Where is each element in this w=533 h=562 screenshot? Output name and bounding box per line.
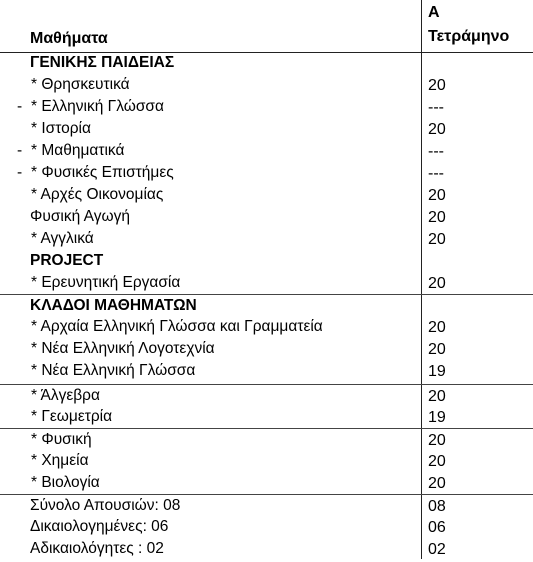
grade-value: ---: [428, 143, 444, 160]
grade-value: 20: [428, 453, 446, 470]
subject-label: * Ερευνητική Εργασία: [31, 274, 181, 291]
subject-label: * Νέα Ελληνική Γλώσσα: [31, 362, 196, 379]
grade-value: 20: [428, 77, 446, 94]
table-row: [0, 140, 533, 162]
table-row: [0, 494, 533, 517]
table-row: [0, 228, 533, 250]
subject-label: * Φυσική: [31, 431, 92, 448]
subject-label: * Χημεία: [31, 452, 89, 469]
grade-value: 20: [428, 121, 446, 138]
grade-value: 20: [428, 231, 446, 248]
grade-value: 20: [428, 209, 446, 226]
table-row: [0, 338, 533, 360]
grade-value: 02: [428, 541, 446, 558]
section-heading: ΚΛΑΔΟΙ ΜΑΘΗΜΑΤΩΝ: [30, 297, 197, 314]
table-row: [0, 294, 533, 317]
table-row: [0, 384, 533, 407]
grade-value: 19: [428, 409, 446, 426]
subject-label: Σύνολο Απουσιών: 08: [30, 497, 181, 514]
subject-label: * Ιστορία: [31, 120, 91, 137]
table-row: [0, 52, 533, 74]
subject-label: * Άλγεβρα: [31, 387, 100, 404]
table-row: [0, 450, 533, 472]
grade-value: 20: [428, 341, 446, 358]
table-row: [0, 472, 533, 494]
section-heading: ΓΕΝΙΚΗΣ ΠΑΙΔΕΙΑΣ: [30, 54, 175, 71]
grade-value: 20: [428, 475, 446, 492]
grade-value: 20: [428, 388, 446, 405]
grade-value: ---: [428, 165, 444, 182]
grade-value: 08: [428, 498, 446, 515]
subject-label: Φυσική Αγωγή: [30, 208, 130, 225]
grade-value: ---: [428, 99, 444, 116]
row-dash-marker: -: [17, 98, 23, 115]
subject-label: * Αρχαία Ελληνική Γλώσσα και Γραμματεία: [31, 318, 323, 335]
subject-label: * Αρχές Οικονομίας: [31, 186, 164, 203]
grade-value: 20: [428, 319, 446, 336]
table-row: [0, 406, 533, 428]
table-row: [0, 272, 533, 294]
table-row: [0, 118, 533, 140]
term-letter-header: Α: [428, 4, 440, 21]
subject-label: * Αγγλικά: [31, 230, 94, 247]
grade-value: 19: [428, 363, 446, 380]
term-column-header: Τετράμηνο: [428, 28, 510, 45]
table-row: [0, 162, 533, 184]
subject-label: * Βιολογία: [31, 474, 100, 491]
subject-label: Αδικαιολόγητες : 02: [30, 540, 164, 557]
row-dash-marker: -: [17, 164, 23, 181]
table-row: [0, 250, 533, 272]
subject-label: * Γεωμετρία: [31, 408, 113, 425]
subjects-column-header: Μαθήματα: [30, 30, 108, 47]
grade-value: 20: [428, 187, 446, 204]
subject-label: * Ελληνική Γλώσσα: [31, 98, 164, 115]
table-row: [0, 206, 533, 228]
row-dash-marker: -: [17, 142, 23, 159]
subject-label: * Νέα Ελληνική Λογοτεχνία: [31, 340, 215, 357]
table-row: [0, 428, 533, 451]
subject-label: Δικαιολογημένες: 06: [30, 518, 169, 535]
table-row: [0, 184, 533, 206]
grade-value: 20: [428, 275, 446, 292]
table-row: [0, 316, 533, 338]
section-heading: PROJECT: [30, 252, 104, 269]
table-row: [0, 516, 533, 538]
table-row: [0, 360, 533, 382]
subject-label: * Φυσικές Επιστήμες: [31, 164, 174, 181]
grade-value: 06: [428, 519, 446, 536]
table-row: [0, 96, 533, 118]
grade-value: 20: [428, 432, 446, 449]
subject-label: * Θρησκευτικά: [31, 76, 130, 93]
table-row: [0, 538, 533, 560]
subject-label: * Μαθηματικά: [31, 142, 125, 159]
table-row: [0, 74, 533, 96]
